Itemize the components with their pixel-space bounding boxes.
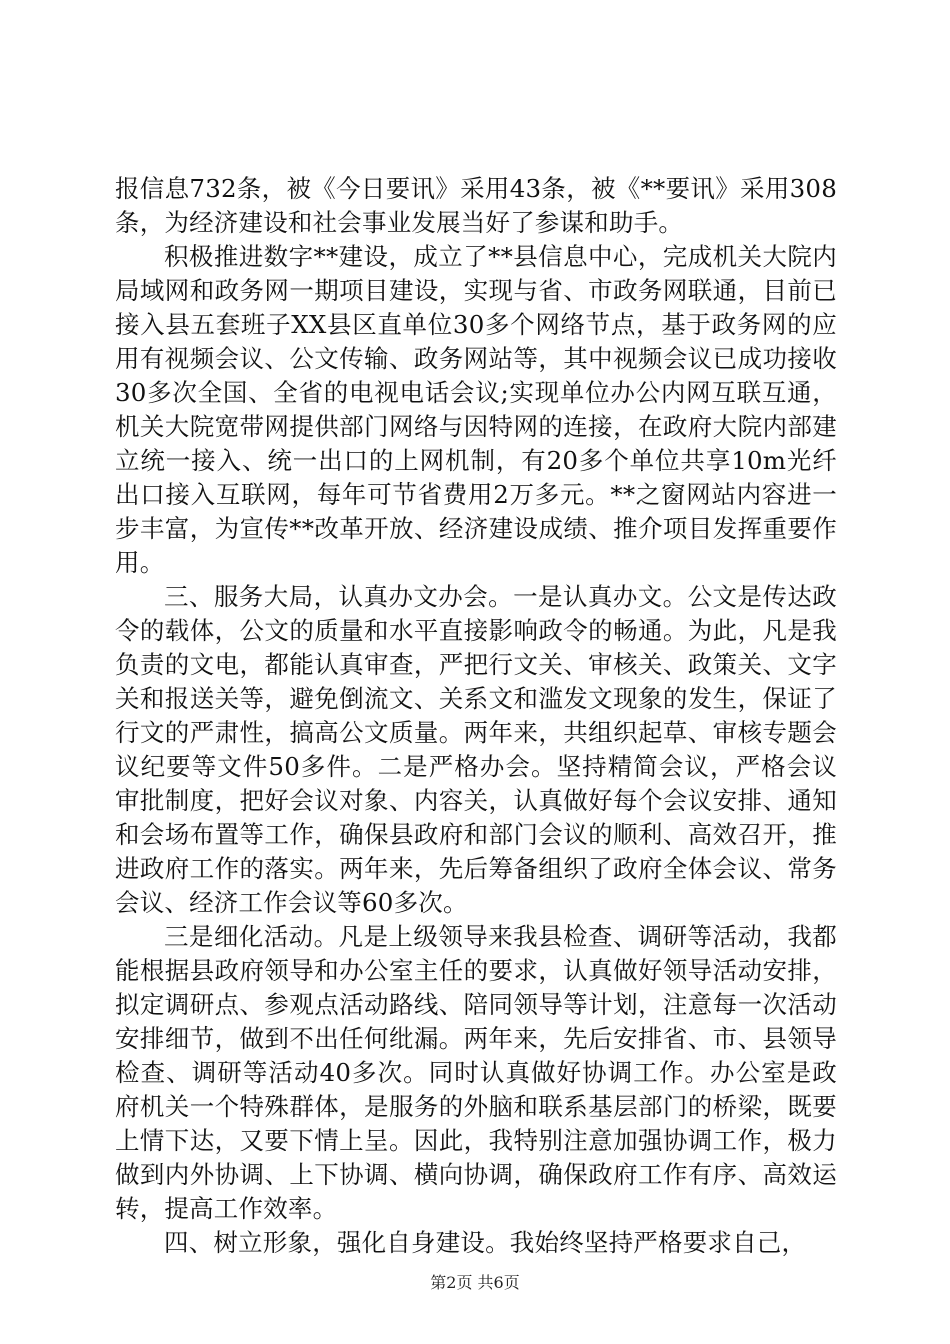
- paragraph-digital-construction: 积极推进数字**建设，成立了**县信息中心，完成机关大院内局域网和政务网一期项目建设，实现与省、市政务网联通，目前已接入县五套班子XX县区直单位30多个网络节点，基于政务网的应用有视频会议、公文传输、政务网站等，其中视频会议已成功接收30多次全国、全省的电视电话会议;实现单位办公内网互联互通，机关大院宽带网提供部门网络与因特网的连接，在政府大院内部建立统一接入、统一出口的上网机制，有20多个单位共享10m光纤出口接入互联网，每年可节省费用2万多元。**之窗网站内容进一步丰富，为宣传**改革开放、经济建设成绩、推介项目发挥重要作用。: [115, 242, 837, 577]
- page-footer: 第2页 共6页: [430, 1273, 520, 1292]
- paragraph-document-and-meetings: 三、服务大局，认真办文办会。一是认真办文。公文是传达政令的载体，公文的质量和水平直接影响政令的畅通。为此，凡是我负责的文电，都能认真审查，严把行文关、审核关、政策关、文字关和报送关等，避免倒流文、关系文和滥发文现象的发生，保证了行文的严肃性，搞高公文质量。两年来，共组织起草、审核专题会议纪要等文件50多件。二是严格办会。坚持精简会议，严格会议审批制度，把好会议对象、内容关，认真做好每个会议安排、通知和会场布置等工作，确保县政府和部门会议的顺利、高效召开，推进政府工作的落实。两年来，先后筹备组织了政府全体会议、常务会议、经济工作会议等60多次。: [115, 582, 837, 917]
- paragraph-self-building: 四、树立形象，强化自身建设。我始终坚持严格要求自己，: [164, 1228, 807, 1257]
- paragraph-activities-coordination: 三是细化活动。凡是上级领导来我县检查、调研等活动，我都能根据县政府领导和办公室主任的要求，认真做好领导活动安排，拟定调研点、参观点活动路线、陪同领导等计划，注意每一次活动安排细节，做到不出任何纰漏。两年来，先后安排省、市、县领导检查、调研等活动40多次。同时认真做好协调工作。办公室是政府机关一个特殊群体，是服务的外脑和联系基层部门的桥梁，既要上情下达，又要下情上呈。因此，我特别注意加强协调工作，极力做到内外协调、上下协调、横向协调，确保政府工作有序、高效运转，提高工作效率。: [115, 922, 837, 1223]
- paragraph-continuation: 报信息732条，被《今日要讯》采用43条，被《**要讯》采用308条，为经济建设和社会事业发展当好了参谋和助手。: [115, 174, 837, 237]
- document-body: [115, 172, 837, 1260]
